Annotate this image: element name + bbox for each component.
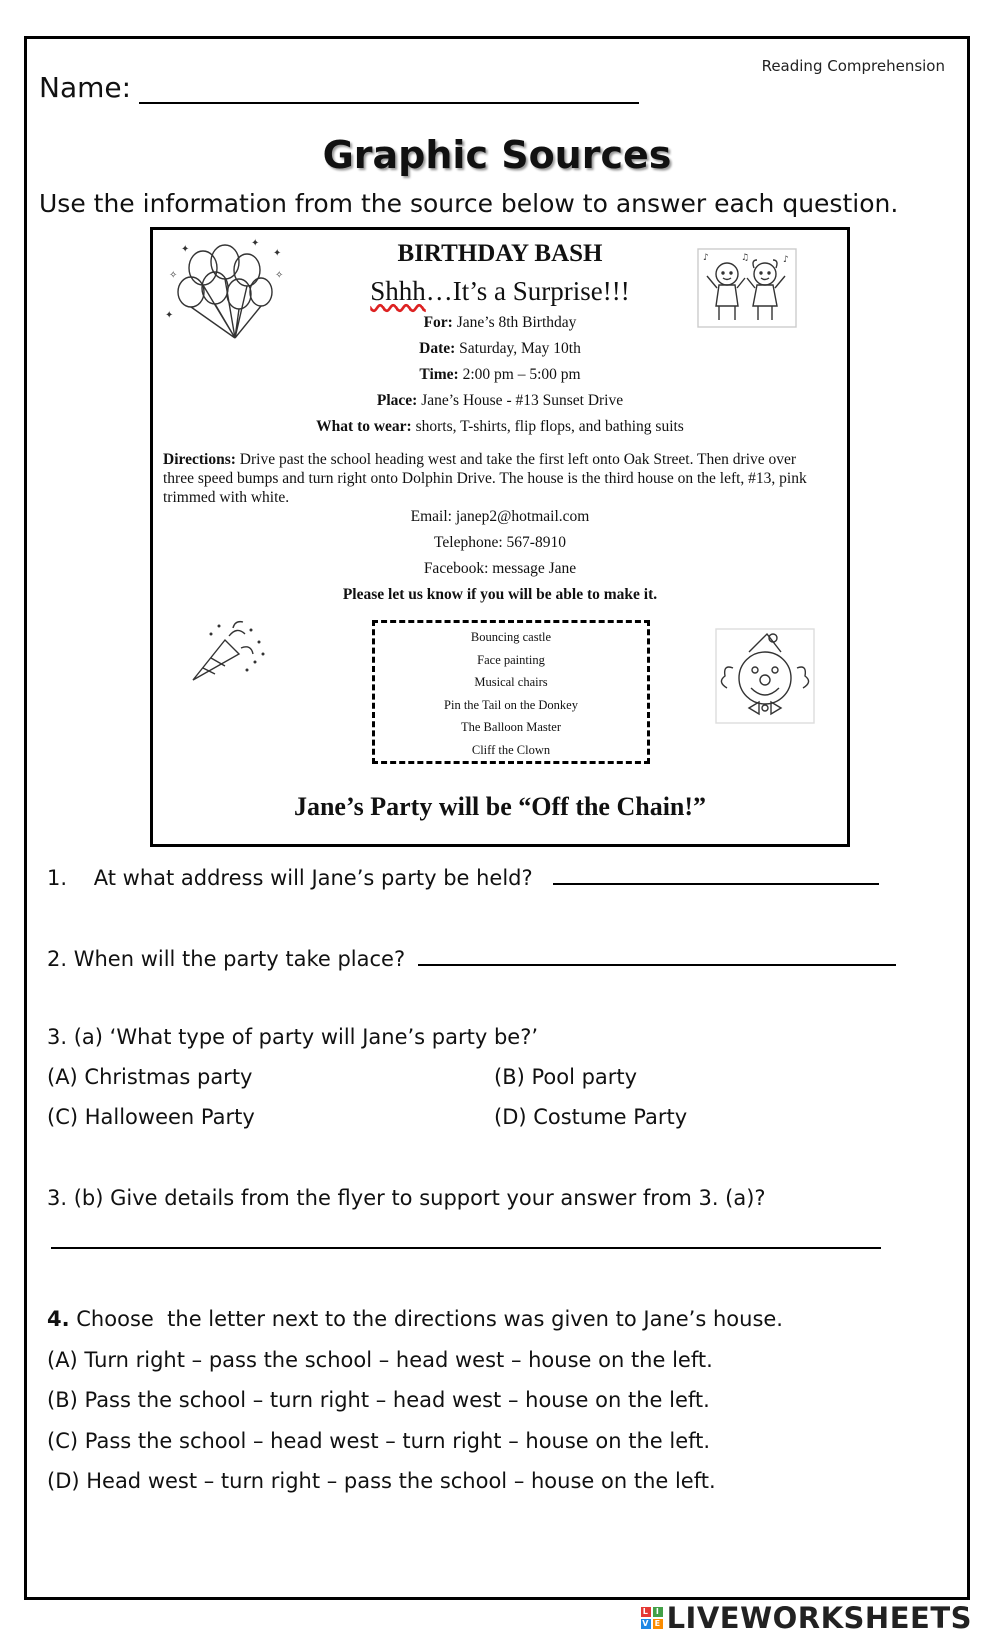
flyer-footer: Jane’s Party will be “Off the Chain!” (293, 792, 707, 821)
option-4-d[interactable]: (D) Head west – turn right – pass the school – house on the left. (47, 1469, 716, 1493)
answer-3b-line[interactable] (51, 1227, 881, 1249)
flyer-for (153, 314, 847, 332)
page-title: Graphic Sources (322, 133, 672, 177)
flyer-wear-value: shorts, T-shirts, flip flops, and bathing suits (411, 418, 684, 435)
flyer-subtitle (153, 276, 847, 307)
flyer-for-label: For: (423, 314, 453, 331)
flyer-date-label: Date: (419, 340, 456, 357)
option-4-b[interactable]: (B) Pass the school – turn right – head west – house on the left. (47, 1388, 710, 1412)
option-3a-a[interactable]: (A) Christmas party (47, 1065, 253, 1089)
option-3a-b[interactable]: (B) Pool party (494, 1065, 638, 1089)
worksheet-frame (24, 36, 970, 1600)
svg-text:♪: ♪ (783, 255, 789, 265)
logo-badge-letter: V (642, 1619, 649, 1628)
svg-text:✦: ✦ (181, 244, 190, 255)
flyer-place-value: Jane’s House - #13 Sunset Drive (417, 392, 624, 409)
svg-text:✧: ✧ (275, 270, 284, 281)
flyer-email: Email: janep2@hotmail.com (410, 508, 590, 525)
worksheet-category: Reading Comprehension (761, 57, 945, 75)
instructions: Use the information from the source below to answer each question. (39, 189, 899, 218)
flyer-wear (153, 418, 847, 436)
logo-badge-letter: L (641, 1607, 651, 1617)
clown-icon (715, 628, 815, 724)
question-4 (47, 1307, 783, 1331)
option-4-a[interactable]: (A) Turn right – pass the school – head west – house on the left. (47, 1348, 713, 1372)
svg-text:✦: ✦ (251, 238, 260, 249)
flyer-wear-label: What to wear: (316, 418, 412, 435)
name-field[interactable] (139, 76, 639, 104)
activities-list (372, 620, 650, 764)
option-4-c[interactable]: (C) Pass the school – head west – turn right – house on the left. (47, 1429, 711, 1453)
logo-badge-icon (641, 1607, 663, 1629)
activity-item: Musical chairs (474, 675, 548, 689)
flyer-place (153, 392, 847, 410)
answer-2-field[interactable] (418, 944, 896, 966)
party-horn-icon (189, 618, 269, 688)
svg-text:✦: ✦ (273, 248, 282, 259)
question-1-text: 1. At what address will Jane’s party be held? (47, 866, 533, 890)
answer-3b-field[interactable] (51, 1227, 881, 1253)
svg-text:♪: ♪ (703, 253, 709, 263)
answer-1-field[interactable] (553, 863, 879, 885)
flyer-facebook: Facebook: message Jane (423, 560, 577, 577)
question-4-number: 4. (47, 1307, 70, 1331)
flyer-rsvp: Please let us know if you will be able to make it. (342, 586, 658, 603)
activity-item: The Balloon Master (461, 720, 561, 734)
flyer-subtitle-rest: …It’s a Surprise!!! (425, 276, 630, 306)
option-3a-c[interactable]: (C) Halloween Party (47, 1105, 255, 1129)
name-label: Name: (39, 71, 132, 104)
flyer-directions (163, 450, 827, 507)
flyer-time-label: Time: (419, 366, 459, 383)
svg-text:✦: ✦ (165, 310, 174, 321)
question-3b-text: 3. (b) Give details from the flyer to support your answer from 3. (a)? (47, 1186, 766, 1210)
flyer-time-value: 2:00 pm – 5:00 pm (458, 366, 581, 383)
flyer-time (153, 366, 847, 384)
name-row (39, 71, 639, 104)
flyer-place-label: Place: (376, 392, 418, 409)
flyer-directions-value: Drive past the school heading west and take the first left onto Oak Street. Then drive over three speed bumps and turn right onto Dolphin Drive. The house is the third house on the left, #13, pink trimmed with white. (163, 451, 807, 506)
flyer-telephone: Telephone: 567-8910 (434, 534, 566, 551)
flyer-date-value: Saturday, May 10th (455, 340, 581, 357)
activity-item: Bouncing castle (470, 630, 552, 644)
svg-text:✧: ✧ (169, 270, 178, 281)
flyer-directions-label: Directions: (163, 451, 236, 468)
logo-text: LIVEWORKSHEETS (666, 1601, 972, 1635)
activity-item: Face painting (477, 652, 545, 667)
question-3a-text: 3. (a) ‘What type of party will Jane’s party be?’ (47, 1025, 539, 1049)
question-2-text: 2. When will the party take place? (47, 947, 406, 971)
logo-badge-letter: I (653, 1607, 663, 1617)
option-3a-d[interactable]: (D) Costume Party (494, 1105, 688, 1129)
activity-item: Cliff the Clown (471, 742, 551, 757)
flyer-date (153, 340, 847, 358)
svg-text:♫: ♫ (741, 253, 750, 263)
flyer-subtitle-shhh: Shhh (370, 276, 426, 306)
activity-item: Pin the Tail on the Donkey (444, 697, 578, 712)
logo-badge-letter: E (653, 1619, 663, 1629)
flyer-for-value: Jane’s 8th Birthday (452, 314, 577, 331)
liveworksheets-logo (641, 1601, 972, 1635)
question-2 (47, 944, 896, 971)
question-4-text: Choose the letter next to the directions was given to Jane’s house. (69, 1307, 783, 1331)
flyer-title: BIRTHDAY BASH (397, 240, 603, 267)
question-1 (47, 863, 879, 890)
birthday-flyer (150, 227, 850, 847)
